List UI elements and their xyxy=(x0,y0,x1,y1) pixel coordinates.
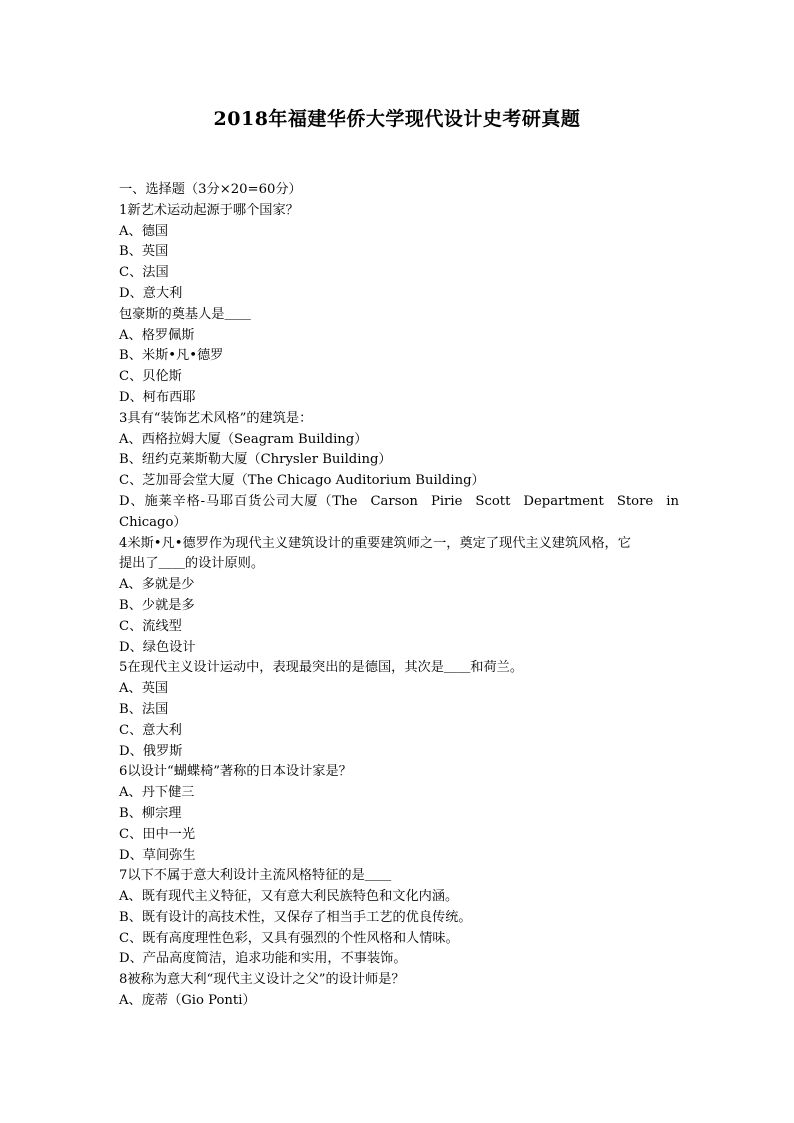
answer-option: A、格罗佩斯 xyxy=(119,327,195,343)
answer-option: D、草间弥生 xyxy=(119,847,196,863)
answer-option: D、柯布西耶 xyxy=(119,389,196,405)
question-stem: 8被称为意大利“现代主义设计之父”的设计师是？ xyxy=(119,972,405,988)
question-stem: 包豪斯的奠基人是＿＿ xyxy=(119,306,251,322)
answer-option: C、既有高度理性色彩，又具有强烈的个性风格和人情味。 xyxy=(119,930,459,946)
answer-option: C、贝伦斯 xyxy=(119,369,182,385)
answer-option: A、西格拉姆大厦（Seagram Building） xyxy=(119,431,368,447)
answer-option: C、流线型 xyxy=(119,618,182,634)
answer-option: B、法国 xyxy=(119,701,169,717)
answer-option: B、米斯•凡•德罗 xyxy=(119,348,224,364)
answer-option-continuation: Chicago） xyxy=(119,514,187,530)
section-heading: 一、选择题（3分×20=60分） xyxy=(119,182,302,197)
answer-option: D、俄罗斯 xyxy=(119,743,183,759)
answer-option: A、庞蒂（Gio Ponti） xyxy=(119,993,256,1009)
answer-option: C、芝加哥会堂大厦（The Chicago Auditorium Building） xyxy=(119,473,485,489)
document-title: 2018年福建华侨大学现代设计史考研真题 xyxy=(213,108,581,130)
answer-option: C、意大利 xyxy=(119,722,182,738)
answer-option: D、意大利 xyxy=(119,285,183,301)
answer-option: C、田中一光 xyxy=(119,826,196,842)
document-body xyxy=(119,180,679,1012)
answer-option: B、纽约克莱斯勒大厦（Chrysler Building） xyxy=(119,452,392,468)
question-stem: 1新艺术运动起源于哪个国家？ xyxy=(119,202,299,218)
question-stem: 7以下不属于意大利设计主流风格特征的是＿＿ xyxy=(119,868,392,884)
answer-option: C、法国 xyxy=(119,265,169,281)
question-stem: 4米斯•凡•德罗作为现代主义建筑设计的重要建筑师之一，奠定了现代主义建筑风格，它 xyxy=(119,535,631,551)
answer-option: A、既有现代主义特征，又有意大利民族特色和文化内涵。 xyxy=(119,889,459,905)
answer-option: A、德国 xyxy=(119,223,169,239)
answer-option: B、既有设计的高技术性，又保存了相当手工艺的优良传统。 xyxy=(119,909,472,925)
question-stem: 3具有“装饰艺术风格”的建筑是： xyxy=(119,410,313,426)
answer-option: B、柳宗理 xyxy=(119,805,182,821)
question-stem: 5在现代主义设计运动中，表现最突出的是德国，其次是＿＿和荷兰。 xyxy=(119,660,524,676)
answer-option: A、多就是少 xyxy=(119,577,195,593)
answer-option: D、施莱辛格-马耶百货公司大厦（The Carson Pirie Scott Department Store in xyxy=(119,493,679,509)
question-stem: 6以设计“蝴蝶椅”著称的日本设计家是？ xyxy=(119,764,352,780)
answer-option: B、少就是多 xyxy=(119,597,195,613)
answer-option: A、丹下健三 xyxy=(119,785,195,801)
answer-option: D、绿色设计 xyxy=(119,639,196,655)
question-stem-continuation: 提出了＿＿的设计原则。 xyxy=(119,556,265,572)
answer-option: D、产品高度简洁，追求功能和实用，不事装饰。 xyxy=(119,951,407,967)
answer-option: A、英国 xyxy=(119,681,169,697)
answer-option: B、英国 xyxy=(119,244,169,260)
